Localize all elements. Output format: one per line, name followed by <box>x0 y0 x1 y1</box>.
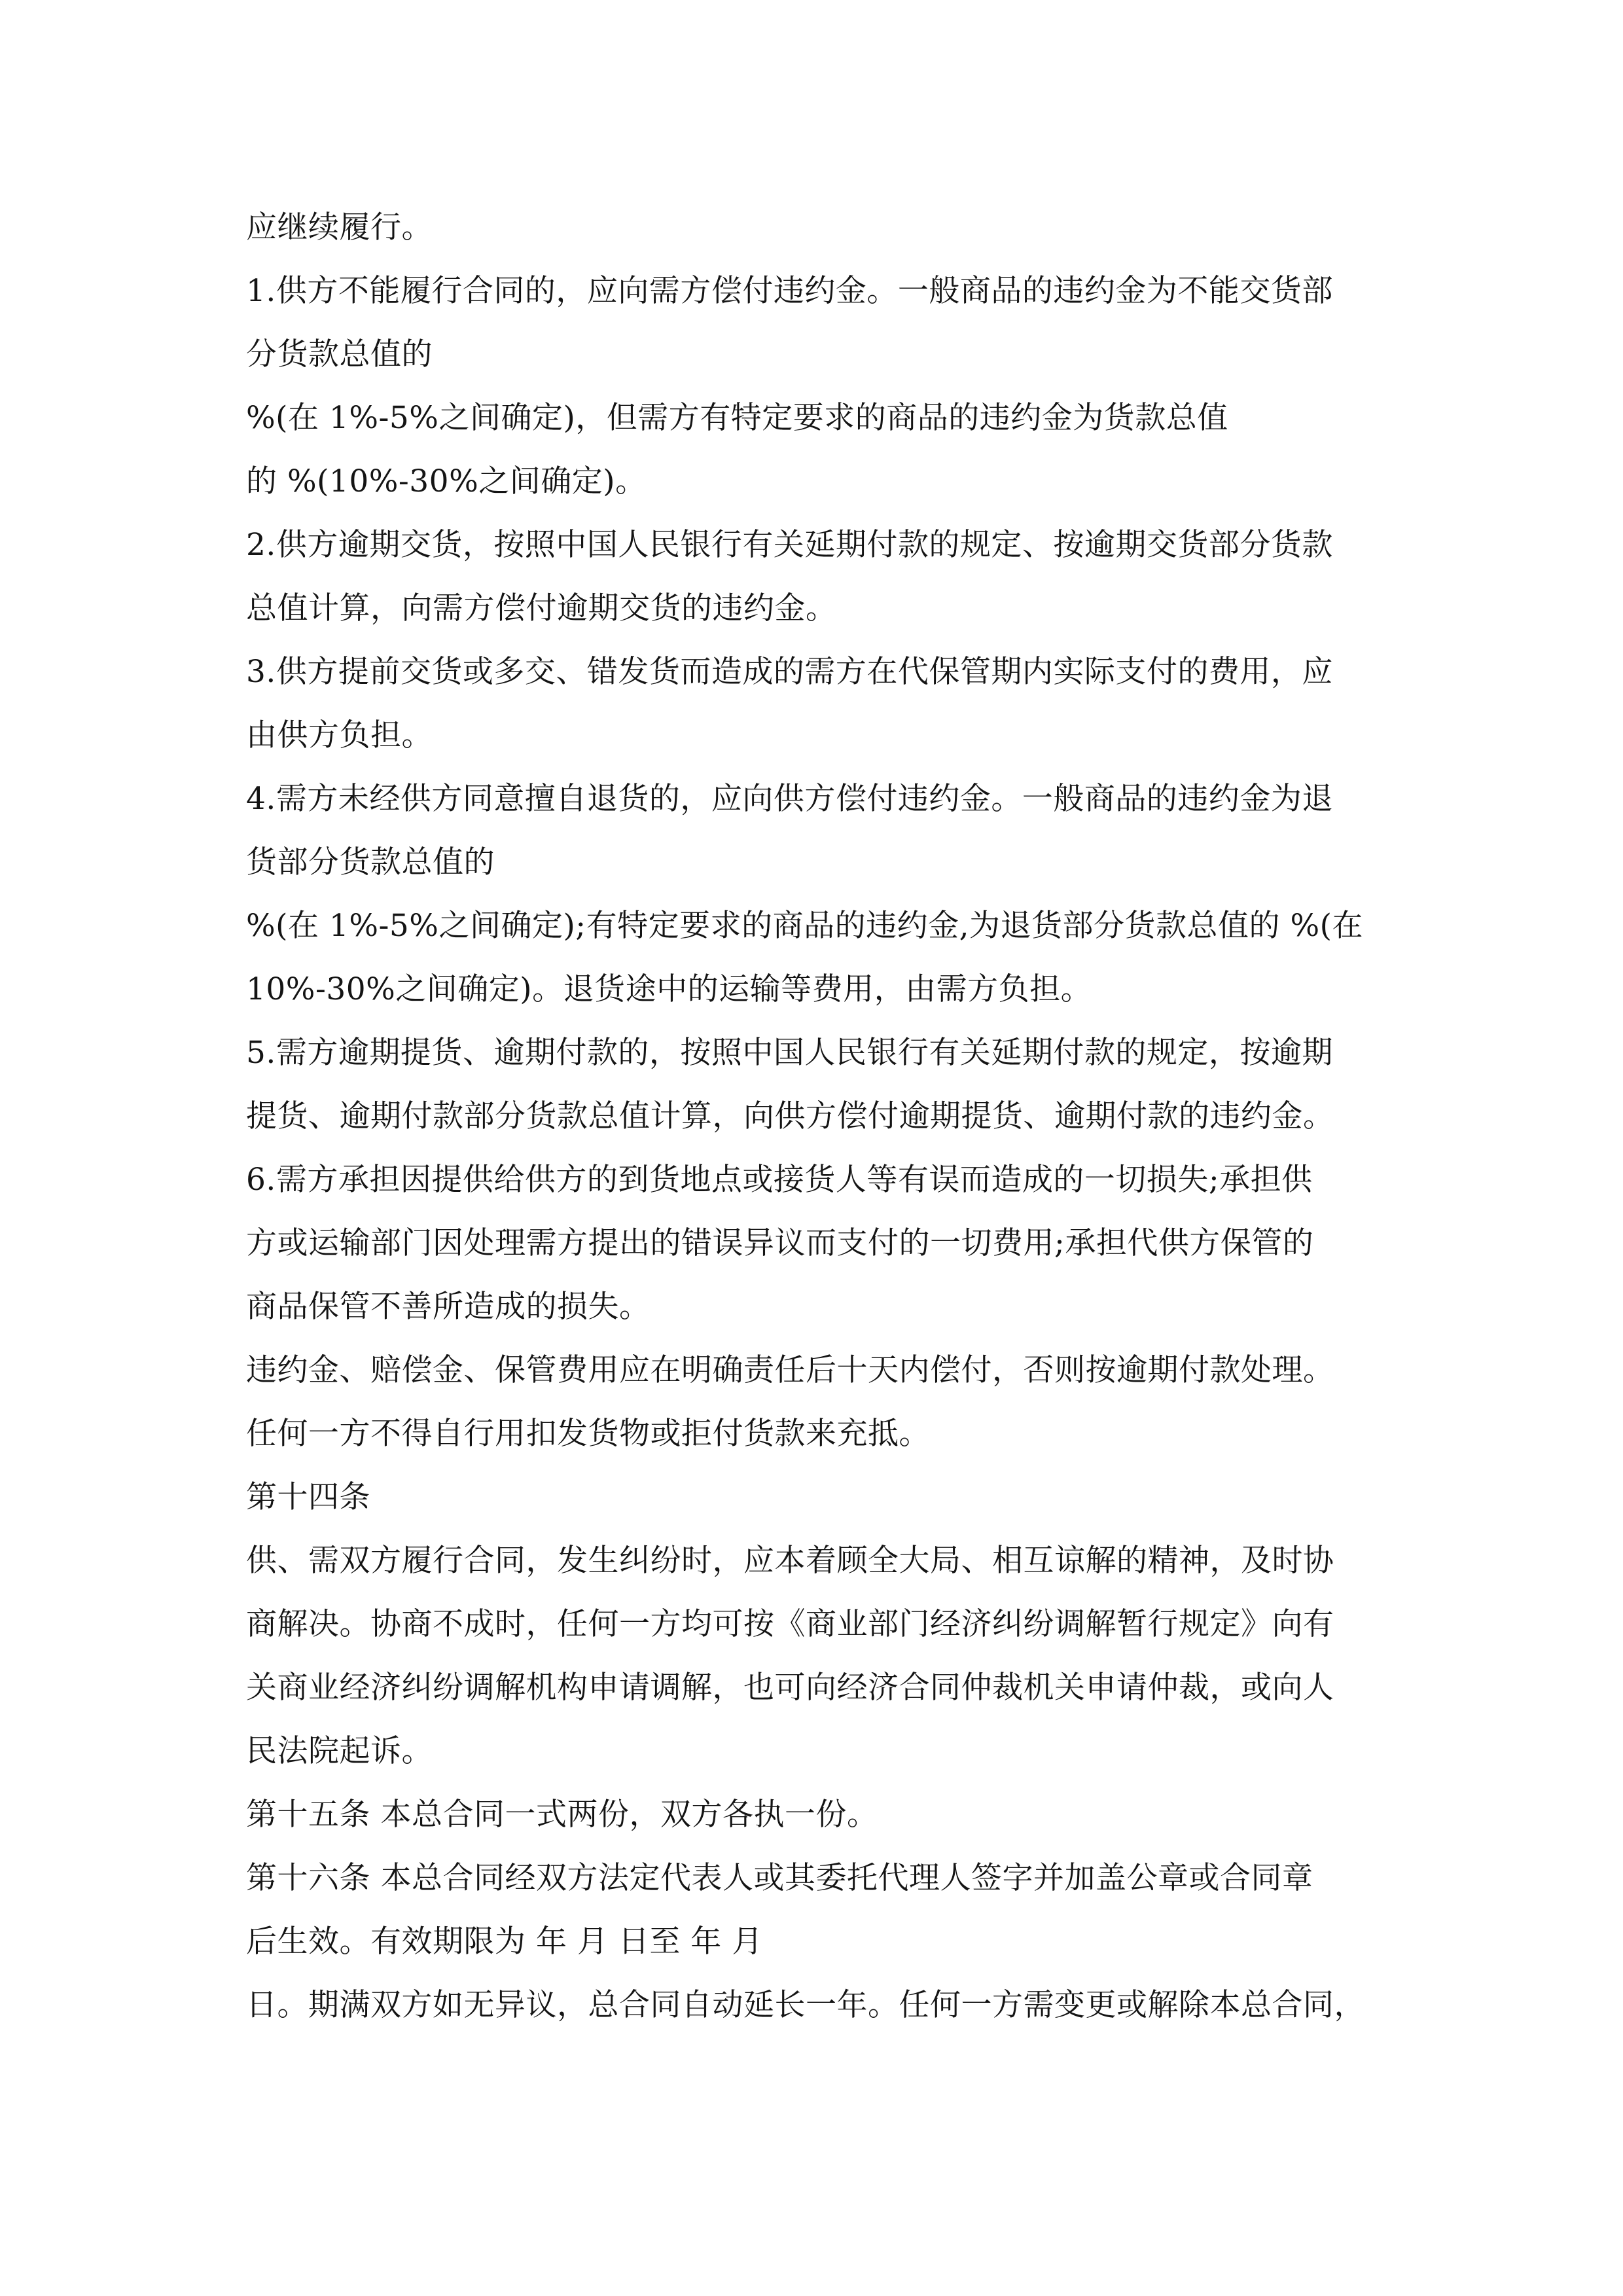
text-line: %(在 1%-5%之间确定)，但需方有特定要求的商品的违约金为货款总值 <box>246 400 1228 436</box>
text-line: 后生效。有效期限为 年 月 日至 年 月 <box>246 1924 763 1960</box>
text-line: 日。期满双方如无异议，总合同自动延长一年。任何一方需变更或解除本总合同， <box>246 1987 1365 2023</box>
text-line: 10%-30%之间确定)。退货途中的运输等费用，由需方负担。 <box>246 971 1092 1007</box>
text-line: 分货款总值的 <box>246 336 433 372</box>
text-line: 违约金、赔偿金、保管费用应在明确责任后十天内偿付，否则按逾期付款处理。 <box>246 1352 1334 1388</box>
text-line: 1.供方不能履行合同的，应向需方偿付违约金。一般商品的违约金为不能交货部 <box>246 273 1333 309</box>
text-line: 方或运输部门因处理需方提出的错误异议而支付的一切费用;承担代供方保管的 <box>246 1225 1314 1261</box>
text-line: 第十六条 本总合同经双方法定代表人或其委托代理人签字并加盖公章或合同章 <box>246 1860 1313 1896</box>
text-line: 由供方负担。 <box>246 717 433 753</box>
text-line: 货部分货款总值的 <box>246 844 495 880</box>
text-line: 提货、逾期付款部分货款总值计算，向供方偿付逾期提货、逾期付款的违约金。 <box>246 1098 1334 1134</box>
text-line: 5.需方逾期提货、逾期付款的，按照中国人民银行有关延期付款的规定，按逾期 <box>246 1035 1333 1071</box>
text-line: 关商业经济纠纷调解机构申请调解，也可向经济合同仲裁机关申请仲裁，或向人 <box>246 1670 1334 1706</box>
text-line: 第十五条 本总合同一式两份，双方各执一份。 <box>246 1797 878 1833</box>
text-line: 商解决。协商不成时，任何一方均可按《商业部门经济纠纷调解暂行规定》向有 <box>246 1606 1334 1642</box>
text-line: 总值计算，向需方偿付逾期交货的违约金。 <box>246 590 837 626</box>
text-line: 民法院起诉。 <box>246 1733 433 1769</box>
text-line: 3.供方提前交货或多交、错发货而造成的需方在代保管期内实际支付的费用，应 <box>246 654 1333 690</box>
text-line: 任何一方不得自行用扣发货物或拒付货款来充抵。 <box>246 1416 930 1452</box>
text-line: %(在 1%-5%之间确定);有特定要求的商品的违约金,为退货部分货款总值的 %(在 <box>246 908 1363 944</box>
text-line: 6.需方承担因提供给供方的到货地点或接货人等有误而造成的一切损失;承担供 <box>246 1162 1313 1198</box>
text-line: 供、需双方履行合同，发生纠纷时，应本着顾全大局、相互谅解的精神，及时协 <box>246 1543 1334 1579</box>
section-heading: 第十四条 <box>246 1479 370 1515</box>
text-line: 4.需方未经供方同意擅自退货的，应向供方偿付违约金。一般商品的违约金为退 <box>246 781 1333 817</box>
text-line: 2.供方逾期交货，按照中国人民银行有关延期付款的规定、按逾期交货部分货款 <box>246 527 1333 563</box>
text-line: 商品保管不善所造成的损失。 <box>246 1289 651 1325</box>
text-line: 应继续履行。 <box>246 209 433 245</box>
text-line: 的 %(10%-30%之间确定)。 <box>246 463 647 499</box>
